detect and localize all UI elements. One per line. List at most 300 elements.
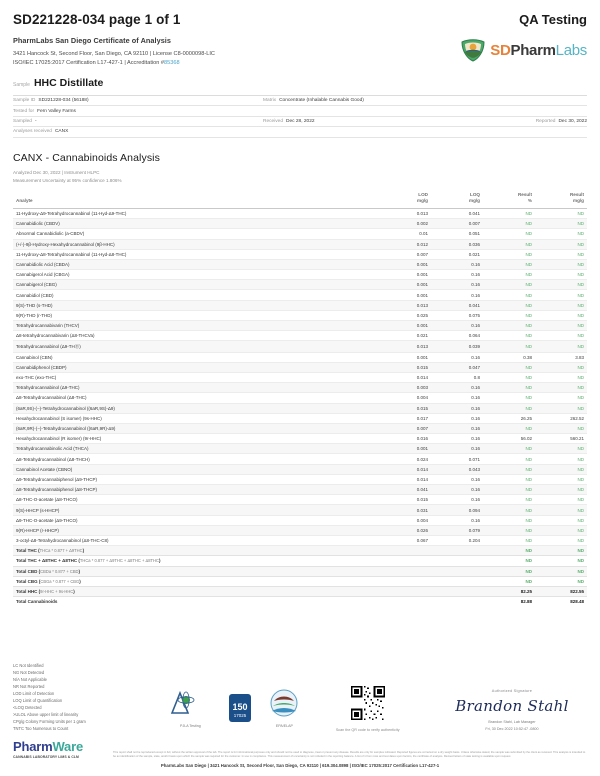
analyte-result-pct: ND	[483, 505, 535, 515]
analyte-row	[13, 310, 587, 320]
analyte-row	[13, 372, 587, 382]
analyte-loq: 0.16	[431, 352, 483, 362]
analyte-result-mgg: ND	[535, 383, 587, 393]
grand-total-lod	[379, 597, 431, 607]
analyte-result-pct: ND	[483, 310, 535, 320]
analyte-loq: 0.039	[431, 341, 483, 352]
analyte-name: (6aR,9S)-(−)-Tetrahydrocannabinol ((6aR,9S)-Δ9)	[13, 403, 379, 413]
sdpharmlabs-logo	[460, 38, 587, 62]
analyte-loq: 0.007	[431, 219, 483, 229]
iso-17025-badge	[228, 693, 252, 728]
meta-row	[13, 117, 587, 127]
analyte-result-pct: ND	[483, 259, 535, 269]
total-result-mgg: ND	[535, 556, 587, 566]
accreditation-badges	[170, 689, 298, 732]
total-label: Total CBD (CBDa * 0.877 + CBD)	[13, 566, 379, 576]
column-header-analyte: Analyte	[13, 190, 379, 209]
analyte-result-mgg: ND	[535, 331, 587, 341]
analyte-result-pct: 0.38	[483, 352, 535, 362]
analyte-name: Cannabidiphenol (CBDP)	[13, 362, 379, 372]
sample-label: Sample	[13, 82, 30, 89]
total-row	[13, 556, 587, 566]
sample-metadata	[13, 95, 587, 138]
analyte-row	[13, 474, 587, 484]
total-lod	[379, 556, 431, 566]
svg-text:17025: 17025	[234, 713, 247, 718]
analyte-lod: 0.001	[379, 270, 431, 280]
epa-badge	[270, 689, 298, 728]
analyte-row	[13, 208, 587, 218]
analyte-result-pct: ND	[483, 403, 535, 413]
analyte-result-pct: ND	[483, 515, 535, 525]
analyte-row	[13, 383, 587, 393]
epa-icon	[270, 689, 298, 717]
analyte-loq: 0.16	[431, 259, 483, 269]
analyte-row	[13, 280, 587, 290]
analyte-loq: 0.16	[431, 485, 483, 495]
analyte-result-pct: ND	[483, 239, 535, 249]
analyte-result-pct: ND	[483, 321, 535, 331]
analyte-result-mgg: ND	[535, 393, 587, 403]
grand-total-result-pct: 82.88	[520, 599, 532, 605]
analyte-lod: 0.031	[379, 505, 431, 515]
analyte-result-mgg: ND	[535, 270, 587, 280]
analyte-result-pct: ND	[483, 423, 535, 433]
total-row	[13, 566, 587, 576]
analyte-lod: 0.001	[379, 444, 431, 454]
total-label: Total CBG (CBGa * 0.877 + CBG)	[13, 576, 379, 586]
analyte-loq: 0.16	[431, 393, 483, 403]
analyte-result-mgg: ND	[535, 290, 587, 300]
analyte-row	[13, 219, 587, 229]
total-lod	[379, 586, 431, 596]
analyte-result-mgg: ND	[535, 535, 587, 545]
analyte-result-pct: ND	[483, 383, 535, 393]
total-result-pct: ND	[483, 576, 535, 586]
analyte-name: Abnormal Cannabidiolic (a-CBDV)	[13, 229, 379, 239]
total-result-pct: ND	[483, 556, 535, 566]
analyte-loq: 0.16	[431, 495, 483, 505]
analyte-result-mgg: ND	[535, 485, 587, 495]
analyte-row	[13, 229, 587, 239]
analyte-name: 9(R)-HHCP (r-HHCP)	[13, 525, 379, 535]
analyte-row	[13, 249, 587, 259]
analyte-lod: 0.001	[379, 321, 431, 331]
analyte-result-pct: ND	[483, 454, 535, 464]
analyte-lod: 0.004	[379, 393, 431, 403]
legend-item: LOQ Limit of Quantification	[13, 697, 63, 703]
legend-item: LC Not Identified	[13, 662, 44, 668]
analyte-loq: 0.021	[431, 249, 483, 259]
analyte-row	[13, 259, 587, 269]
analyte-lod: 0.007	[379, 423, 431, 433]
analyte-result-mgg: ND	[535, 444, 587, 454]
analyte-name: Cannabidiolic Acid (CBDA)	[13, 259, 379, 269]
analyte-loq: 0.16	[431, 474, 483, 484]
analyte-result-pct: ND	[483, 485, 535, 495]
analyte-result-pct: ND	[483, 444, 535, 454]
total-loq	[431, 546, 483, 556]
analyte-row	[13, 270, 587, 280]
column-header-result: Result mg/g	[535, 190, 587, 209]
total-result-pct: ND	[483, 566, 535, 576]
analyte-loq: 0.16	[431, 280, 483, 290]
analyte-lod: 0.001	[379, 280, 431, 290]
page-header	[13, 12, 587, 27]
analyte-row	[13, 505, 587, 515]
total-loq	[431, 586, 483, 596]
analyte-name: Δ8-tetrahydrocannabivarin (Δ8-THCVa)	[13, 331, 379, 341]
table-body	[13, 208, 587, 606]
analyte-row	[13, 341, 587, 352]
analyte-name: exo-THC (exo-THC)	[13, 372, 379, 382]
sample-id-cell: Sample ID SD221228-034 (56188)	[13, 98, 89, 104]
analyte-row	[13, 413, 587, 423]
sample-title-row	[13, 77, 587, 89]
analyte-name: Δ9-Tetrahydrocannabiphenol (Δ9-THCP)	[13, 474, 379, 484]
grand-total-label: Total Cannabinoids	[16, 599, 58, 605]
analyte-name: 9(S)-THD (s-THD)	[13, 300, 379, 310]
analyte-lod: 0.007	[379, 249, 431, 259]
legend-item: NR Not Reported	[13, 683, 45, 689]
analyte-row	[13, 393, 587, 403]
signature-meta	[437, 719, 587, 732]
shield-logo-icon	[460, 38, 486, 62]
analyte-row	[13, 403, 587, 413]
analyte-result-mgg: ND	[535, 474, 587, 484]
analyte-row	[13, 525, 587, 535]
meta-row	[13, 96, 587, 106]
analyte-row	[13, 454, 587, 464]
total-result-mgg: ND	[535, 566, 587, 576]
column-header-loq: LOQ mg/g	[431, 190, 483, 209]
analyte-name: Cannabigerol Acid (CBGA)	[13, 270, 379, 280]
sample-name: HHC Distillate	[33, 77, 104, 90]
total-lod	[379, 546, 431, 556]
analyte-result-pct: ND	[483, 393, 535, 403]
analyte-result-pct: ND	[483, 290, 535, 300]
iso-icon	[228, 693, 252, 723]
analyte-loq: 0.16	[431, 423, 483, 433]
analyte-row	[13, 331, 587, 341]
analyte-result-mgg: ND	[535, 515, 587, 525]
analyte-loq: 0.041	[431, 300, 483, 310]
analyte-lod: 0.01	[379, 229, 431, 239]
analyte-result-pct: ND	[483, 474, 535, 484]
analyte-result-mgg: ND	[535, 259, 587, 269]
analyte-result-pct: ND	[483, 331, 535, 341]
matrix-cell: Matrix Concentrate (Inhalable Cannabis Good)	[263, 98, 364, 104]
analyte-loq: 0.043	[431, 464, 483, 474]
analyte-lod: 0.026	[379, 525, 431, 535]
legend-item: >ULOL Above upper limit of linearity	[13, 711, 79, 717]
legend-item: CPg/g Colony Forming Units per 1 gram	[13, 718, 86, 724]
analyte-name: Δ8-THC-O-acetate (Δ8-THCO)	[13, 495, 379, 505]
analyte-loq: 0.16	[431, 290, 483, 300]
total-row	[13, 586, 587, 596]
cannabinoids-table	[13, 190, 587, 607]
analyte-loq: 0.094	[431, 505, 483, 515]
analyte-lod: 0.001	[379, 259, 431, 269]
analyte-name: Cannabidiolic (CBDV)	[13, 219, 379, 229]
analyte-result-mgg: ND	[535, 403, 587, 413]
total-row	[13, 576, 587, 586]
analyte-result-mgg: ND	[535, 229, 587, 239]
analyte-loq: 0.041	[431, 208, 483, 218]
analyte-row	[13, 495, 587, 505]
analyte-name: 3-octyl-Δ8-Tetrahydrocannabinol (Δ8-THC-C8)	[13, 535, 379, 545]
total-result-mgg: ND	[535, 576, 587, 586]
analyte-lod: 0.021	[379, 331, 431, 341]
analyses-cell: Analyses received CANX	[13, 129, 69, 135]
analyte-lod: 0.004	[379, 515, 431, 525]
analyte-name: 9(S)-HHCP (s-HHCP)	[13, 505, 379, 515]
analyte-loq: 0.071	[431, 454, 483, 464]
total-loq	[431, 556, 483, 566]
analyte-name: Δ8-Tetrahydrocannabinol (Δ8-THC)	[13, 393, 379, 403]
analyte-row	[13, 300, 587, 310]
legend-item: NG Not Detected	[13, 669, 45, 675]
analyte-row	[13, 444, 587, 454]
total-result-mgg: ND	[535, 546, 587, 556]
svg-text:150: 150	[232, 702, 248, 712]
lab-address-line-1: 3421 Hancock St, Second Floor, San Diego, CA 92110 | License C8-0000098-LIC	[13, 51, 215, 57]
analyte-result-pct: 26.25	[483, 413, 535, 423]
analyte-loq: 0.16	[431, 515, 483, 525]
sampled-cell: Sampled -	[13, 119, 37, 125]
analyte-loq: 0.047	[431, 362, 483, 372]
analyte-lod: 0.014	[379, 474, 431, 484]
analyte-row	[13, 352, 587, 362]
analyte-lod: 0.013	[379, 300, 431, 310]
legend-item: N/A Not Applicable	[13, 676, 47, 682]
analyte-result-pct: ND	[483, 249, 535, 259]
pjla-badge	[170, 689, 210, 728]
analyte-name: 9(R)-THD (r-THD)	[13, 310, 379, 320]
analyte-name: Tetrahydrocannabinolic Acid (THCA)	[13, 444, 379, 454]
grand-total-result-mgg: 828.48	[570, 599, 584, 605]
analyte-row	[13, 485, 587, 495]
total-row	[13, 546, 587, 556]
analyzed-line: Analyzed Dec 30, 2022 | Instrument HLPC	[13, 169, 100, 175]
analyte-result-mgg: 560.21	[535, 434, 587, 444]
pjla-caption: PJLA Testing	[180, 724, 201, 728]
total-lod	[379, 566, 431, 576]
analyte-lod: 0.017	[379, 413, 431, 423]
analyte-name: Δ9-THC-O-acetate (Δ9-THCO)	[13, 515, 379, 525]
column-header-result: Result %	[483, 190, 535, 209]
analyte-loq: 0.064	[431, 331, 483, 341]
total-result-pct: 82.25	[483, 586, 535, 596]
signature-timestamp: Fri, 30 Dec 2022 10:52:47 -0800	[485, 726, 539, 731]
analyte-row	[13, 362, 587, 372]
signature-label: Authorized Signature	[491, 688, 533, 694]
legend-item: TNTC Too Numerous to Count	[13, 725, 69, 731]
analyte-name: 11-Hydroxy-Δ8-Tetrahydrocannabinol (11-Hyd-Δ8-THC)	[13, 249, 379, 259]
analyte-row	[13, 423, 587, 433]
page-footer	[13, 662, 587, 768]
analyte-lod: 0.015	[379, 362, 431, 372]
analyte-result-pct: ND	[483, 229, 535, 239]
column-header-lod: LOD mg/g	[379, 190, 431, 209]
pharmware-logo	[13, 739, 105, 759]
analyte-result-pct: ND	[483, 270, 535, 280]
analyte-loq: 0.16	[431, 403, 483, 413]
analyte-lod: 0.016	[379, 434, 431, 444]
analyte-lod: 0.024	[379, 454, 431, 464]
pharmware-wordmark: PharmWare	[13, 739, 83, 754]
analyte-result-mgg: ND	[535, 464, 587, 474]
analyte-loq: 0.075	[431, 310, 483, 320]
epa-caption: EPA/ELAP	[275, 724, 293, 728]
lab-address	[13, 50, 215, 68]
uncertainty-line: Measurement Uncertainty at 95% confidence 1.806%	[13, 177, 122, 183]
total-label: Total THC + Δ8THC + Δ8THC (THCa * 0.877 + Δ9THC + Δ8THC + Δ8THC)	[13, 556, 379, 566]
analyte-result-mgg: ND	[535, 372, 587, 382]
analyte-name: Cannabigerol (CBG)	[13, 280, 379, 290]
received-cell: Received Dec 28, 2022	[263, 119, 315, 125]
analyte-lod: 0.012	[379, 239, 431, 249]
legend-item: <LOQ Detected	[13, 704, 42, 710]
analyte-result-mgg: ND	[535, 300, 587, 310]
analyte-loq: 0.16	[431, 270, 483, 280]
analyte-name: Δ8-Tetrahydrocannabiphenol (Δ8-THCP)	[13, 485, 379, 495]
meta-row	[13, 106, 587, 116]
analyte-result-pct: ND	[483, 219, 535, 229]
analyte-result-mgg: ND	[535, 249, 587, 259]
qr-caption: Scan the QR code to verify authenticity	[335, 728, 400, 732]
analyte-result-mgg: ND	[535, 362, 587, 372]
total-loq	[431, 576, 483, 586]
analyte-name: Cannabinol (CBN)	[13, 352, 379, 362]
analyte-loq: 0.16	[431, 321, 483, 331]
analyte-name: 11-Hydroxy-Δ9-Tetrahydrocannabinol (11-Hyd-Δ9-THC)	[13, 208, 379, 218]
lab-identity-block	[13, 36, 587, 68]
analyte-row	[13, 321, 587, 331]
meta-row	[13, 127, 587, 137]
analyte-name: Tetrahydrocannabinol (Δ9-THⒹ)	[13, 341, 379, 352]
analyte-name: Cannabidiol (CBD)	[13, 290, 379, 300]
analyte-result-pct: ND	[483, 208, 535, 218]
pharmware-tagline: CANNABIS LABORATORY LIMS & CLM	[13, 755, 79, 759]
footer-address: PharmLabs San Diego | 3421 Hancock St, Second Floor, San Diego, CA 92110 | 619.304.0898 | ISO/IEC 17025:2017 Certification L17-427-1	[160, 763, 440, 768]
signer-name-title: Brandon Stahl, Lab Manager	[488, 720, 536, 725]
analyte-loq: 0.8	[431, 372, 483, 382]
analyte-lod: 0.025	[379, 310, 431, 320]
analyte-result-mgg: ND	[535, 505, 587, 515]
tested-for-cell: Tested for Fern Valley Farms	[13, 108, 76, 114]
accreditation-number: 85368	[164, 60, 180, 67]
total-lod	[379, 576, 431, 586]
pjla-icon	[170, 689, 210, 717]
signature-image: Brandon Stahl	[455, 697, 569, 716]
document-id: SD221228-034 page 1 of 1	[13, 12, 181, 27]
analyte-name: Tetrahydrocannabivarin (THCV)	[13, 321, 379, 331]
analyte-loq: 0.16	[431, 383, 483, 393]
analyte-name: Δ8-Tetrahydrocannabinol (Δ8-THCH)	[13, 454, 379, 464]
analyte-row	[13, 290, 587, 300]
table-header-row	[13, 190, 587, 209]
lab-name: PharmLabs San Diego Certificate of Analysis	[13, 36, 171, 45]
reported-cell: Reported Dec 30, 2022	[535, 119, 587, 125]
qa-type-label: QA Testing	[519, 12, 587, 27]
analyte-result-mgg: ND	[535, 310, 587, 320]
analyte-loq: 0.204	[431, 535, 483, 545]
analyte-loq: 0.051	[431, 229, 483, 239]
analyte-result-mgg: ND	[535, 341, 587, 352]
analyte-result-pct: ND	[483, 495, 535, 505]
analyte-result-mgg: ND	[535, 454, 587, 464]
analyte-loq: 0.036	[431, 239, 483, 249]
pharmware-footer	[13, 739, 587, 759]
lab-address-line-2: ISO/IEC 17025:2017 Certification L17-427-1 | Accreditation #85368	[13, 60, 180, 67]
analyte-loq: 0.16	[431, 434, 483, 444]
grand-total-row	[13, 597, 587, 607]
analyte-lod: 0.001	[379, 352, 431, 362]
analyte-result-mgg: ND	[535, 495, 587, 505]
analyte-result-mgg: ND	[535, 208, 587, 218]
analyte-result-mgg: ND	[535, 239, 587, 249]
total-loq	[431, 566, 483, 576]
analyte-lod: 0.015	[379, 495, 431, 505]
analyte-result-pct: ND	[483, 535, 535, 545]
analyte-result-mgg: ND	[535, 321, 587, 331]
analyte-result-mgg: ND	[535, 423, 587, 433]
analyte-row	[13, 464, 587, 474]
abbreviation-legend	[13, 662, 133, 732]
analyte-lod: 0.003	[379, 383, 431, 393]
analyte-lod: 0.041	[379, 485, 431, 495]
analyte-result-mgg: ND	[535, 525, 587, 535]
section-title: CANX - Cannabinoids Analysis	[13, 151, 160, 164]
analyte-lod: 0.067	[379, 535, 431, 545]
analyte-lod: 0.013	[379, 208, 431, 218]
analyte-row	[13, 434, 587, 444]
analyte-name: (+/-)-9β-Hydroxy-Hexahydrocannabinol (9β-HHC)	[13, 239, 379, 249]
total-label: Total THC (THCa * 0.877 + Δ9THC)	[13, 546, 379, 556]
disclaimer-text: This report shall not be reproduced except in full, without the written approval of the lab. The report is for informational purposes only and should not be used to diagnose, treat or prevent any disease. Results are only for samples indicated. Reported figures are corrected on a dry weight basis. Unless otherwise stated, the sample was submitted by the client as received. This analysis is intended to be an identification of the sample, state, and/or basis upon which the sample was required for the customer. In use in compliance. This measurement of uncertainty is not included in the reporting balance. A list of 1 from rows and test dates upon factors, the certificate of analysis. Revised letters of state testing is available upon request.	[113, 750, 586, 758]
analyte-result-mgg: 3.83	[535, 352, 587, 362]
analyte-row	[13, 535, 587, 545]
analyte-row	[13, 239, 587, 249]
qr-code-icon[interactable]	[351, 686, 385, 720]
analyte-result-pct: ND	[483, 525, 535, 535]
analyte-row	[13, 515, 587, 525]
analyte-loq: 0.079	[431, 525, 483, 535]
analyte-lod: 0.015	[379, 403, 431, 413]
analyte-result-pct: ND	[483, 362, 535, 372]
analyte-lod: 0.014	[379, 372, 431, 382]
analyte-result-pct: ND	[483, 372, 535, 382]
grand-total-loq	[431, 597, 483, 607]
verification-qr[interactable]	[336, 686, 400, 732]
analyte-result-mgg: ND	[535, 280, 587, 290]
analyte-loq: 0.16	[431, 444, 483, 454]
analyte-result-mgg: ND	[535, 219, 587, 229]
analyte-result-mgg: 262.52	[535, 413, 587, 423]
analyte-result-pct: ND	[483, 280, 535, 290]
legend-item: LOD Limit of Detection	[13, 690, 55, 696]
signature-block	[437, 688, 587, 732]
analyte-result-pct: ND	[483, 300, 535, 310]
analyte-lod: 0.001	[379, 290, 431, 300]
analyte-result-pct: ND	[483, 464, 535, 474]
section-subtitle	[13, 169, 587, 185]
analyte-loq: 0.16	[431, 413, 483, 423]
total-result-mgg: 822.55	[535, 586, 587, 596]
analyte-lod: 0.014	[379, 464, 431, 474]
analyte-name: (6aR,9R)-(−)-Tetrahydrocannabinol ((6aR,9R)-Δ9)	[13, 423, 379, 433]
